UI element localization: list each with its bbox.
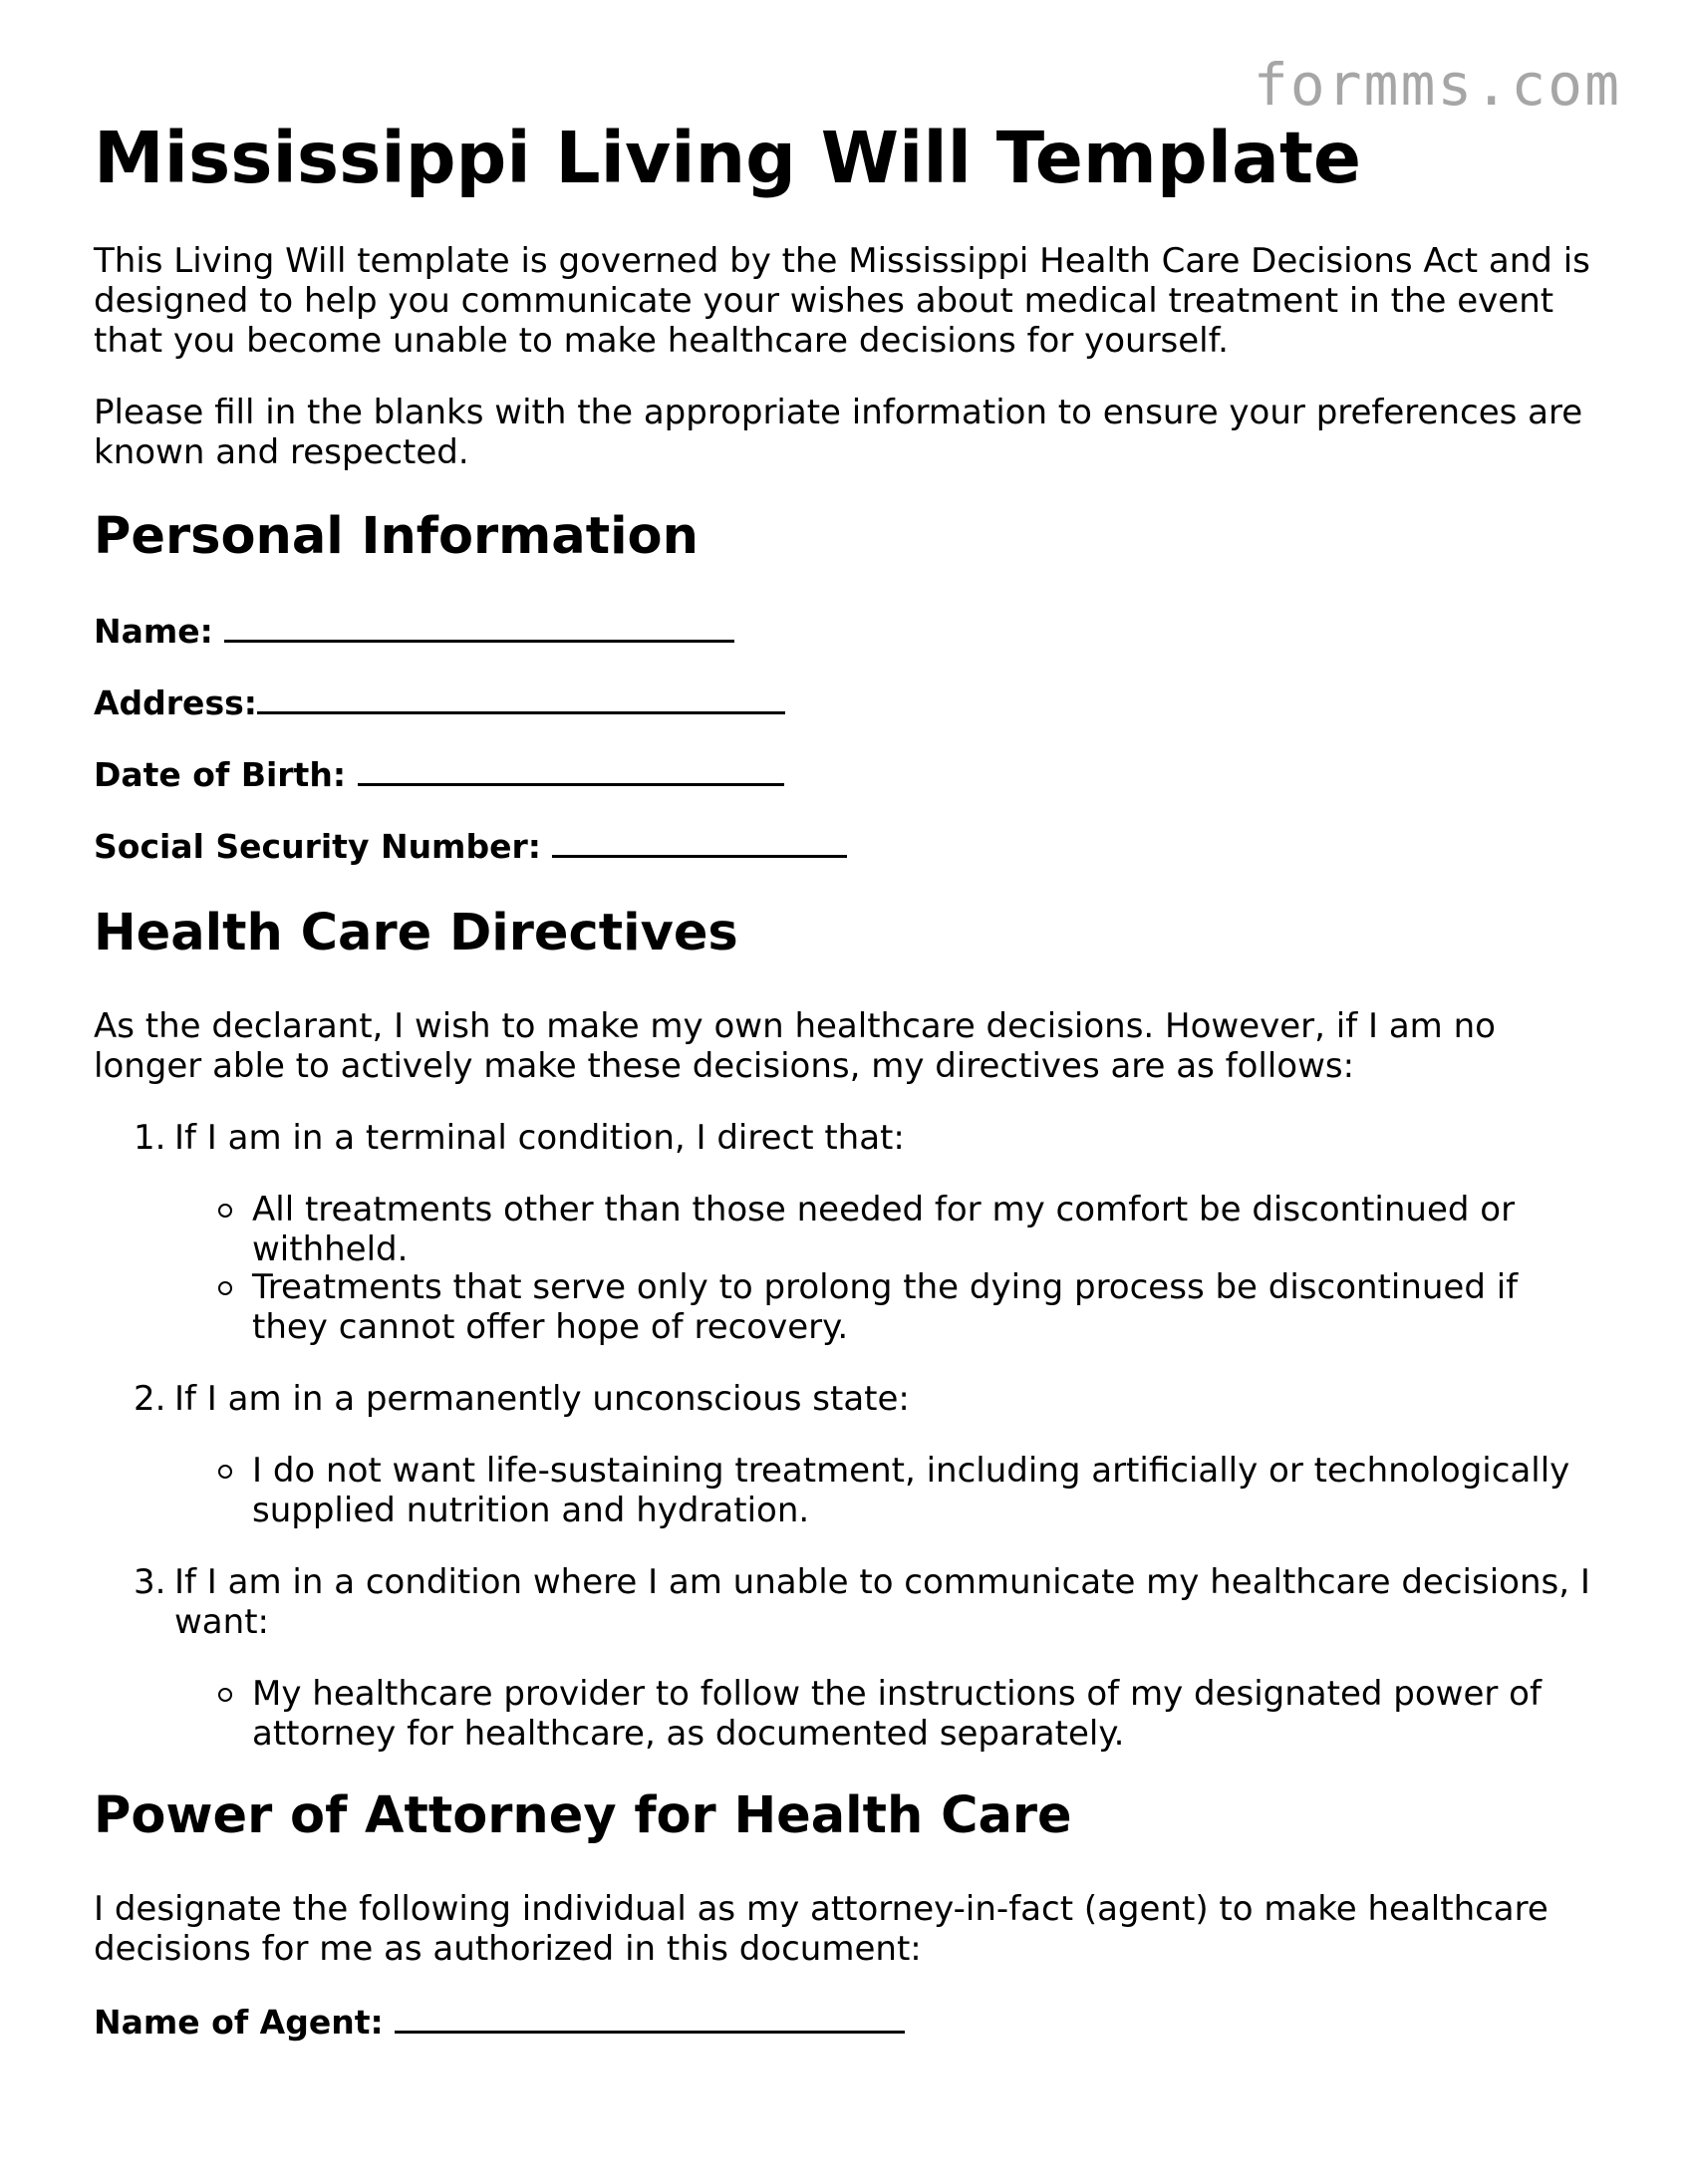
intro-paragraph-2: Please fill in the blanks with the appropriate information to ensure your preferences are known and respected. (94, 393, 1583, 472)
ssn-field[interactable] (94, 825, 1598, 867)
directive-number: 1. (134, 1118, 166, 1158)
power-of-attorney-heading: Power of Attorney for Health Care (94, 1786, 1072, 1845)
subitem-text: My healthcare provider to follow the instructions of my designated power of attorney for healthcare, as documented separately. (252, 1674, 1542, 1754)
personal-information-heading: Personal Information (94, 507, 699, 566)
circle-bullet-icon (218, 1204, 232, 1218)
subitem-text: I do not want life-sustaining treatment, including artificially or technologically supplied nutrition and hydration. (252, 1451, 1570, 1530)
address-field[interactable] (94, 682, 1598, 723)
directive-number: 3. (134, 1562, 166, 1602)
directive-3-subitem-1 (218, 1674, 1598, 1754)
subitem-text: Treatments that serve only to prolong the dying process be discontinued if they cannot offer hope of recovery. (252, 1267, 1519, 1347)
document-title: Mississippi Living Will Template (94, 117, 1362, 199)
directive-text: If I am in a condition where I am unable to communicate my healthcare decisions, I want: (174, 1562, 1590, 1642)
directive-item-3 (134, 1562, 1598, 1642)
directive-2-subitem-1 (218, 1451, 1598, 1530)
date-of-birth-field[interactable] (94, 753, 1598, 795)
watermark-logo: formms.com (1253, 51, 1621, 119)
name-blank-line[interactable] (224, 610, 734, 643)
circle-bullet-icon (218, 1688, 232, 1702)
name-of-agent-field[interactable] (94, 2001, 1598, 2043)
directive-text: If I am in a permanently unconscious state: (174, 1379, 910, 1419)
ssn-blank-line[interactable] (552, 825, 847, 858)
health-care-directives-heading: Health Care Directives (94, 904, 738, 962)
directive-number: 2. (134, 1379, 166, 1419)
name-of-agent-field-label: Name of Agent: (94, 2003, 396, 2042)
name-field-label: Name: (94, 612, 225, 651)
name-field[interactable] (94, 610, 1598, 652)
directive-item-2 (134, 1379, 1598, 1419)
date-of-birth-field-label: Date of Birth: (94, 755, 358, 794)
date-of-birth-blank-line[interactable] (358, 753, 784, 786)
address-field-label: Address: (94, 683, 257, 722)
intro-paragraph-1: This Living Will template is governed by the Mississippi Health Care Decisions Act and is designed to help you communicate your wishes about medical treatment in the event that you become unable to make healthcare decisions for yourself. (94, 241, 1590, 361)
directive-1-subitem-1 (218, 1190, 1598, 1269)
directive-1-subitem-2 (218, 1267, 1598, 1347)
ssn-field-label: Social Security Number: (94, 827, 553, 866)
directive-text: If I am in a terminal condition, I direct that: (174, 1118, 905, 1158)
directive-item-1 (134, 1118, 1598, 1158)
poa-intro: I designate the following individual as my attorney-in-fact (agent) to make healthcare decisions for me as authorized in this document: (94, 1889, 1548, 1969)
name-of-agent-blank-line[interactable] (395, 2001, 905, 2034)
subitem-text: All treatments other than those needed for my comfort be discontinued or withheld. (252, 1190, 1516, 1269)
circle-bullet-icon (218, 1281, 232, 1295)
circle-bullet-icon (218, 1465, 232, 1479)
directives-intro: As the declarant, I wish to make my own healthcare decisions. However, if I am no longer able to actively make these decisions, my directives are as follows: (94, 1006, 1496, 1086)
address-blank-line[interactable] (257, 682, 785, 714)
